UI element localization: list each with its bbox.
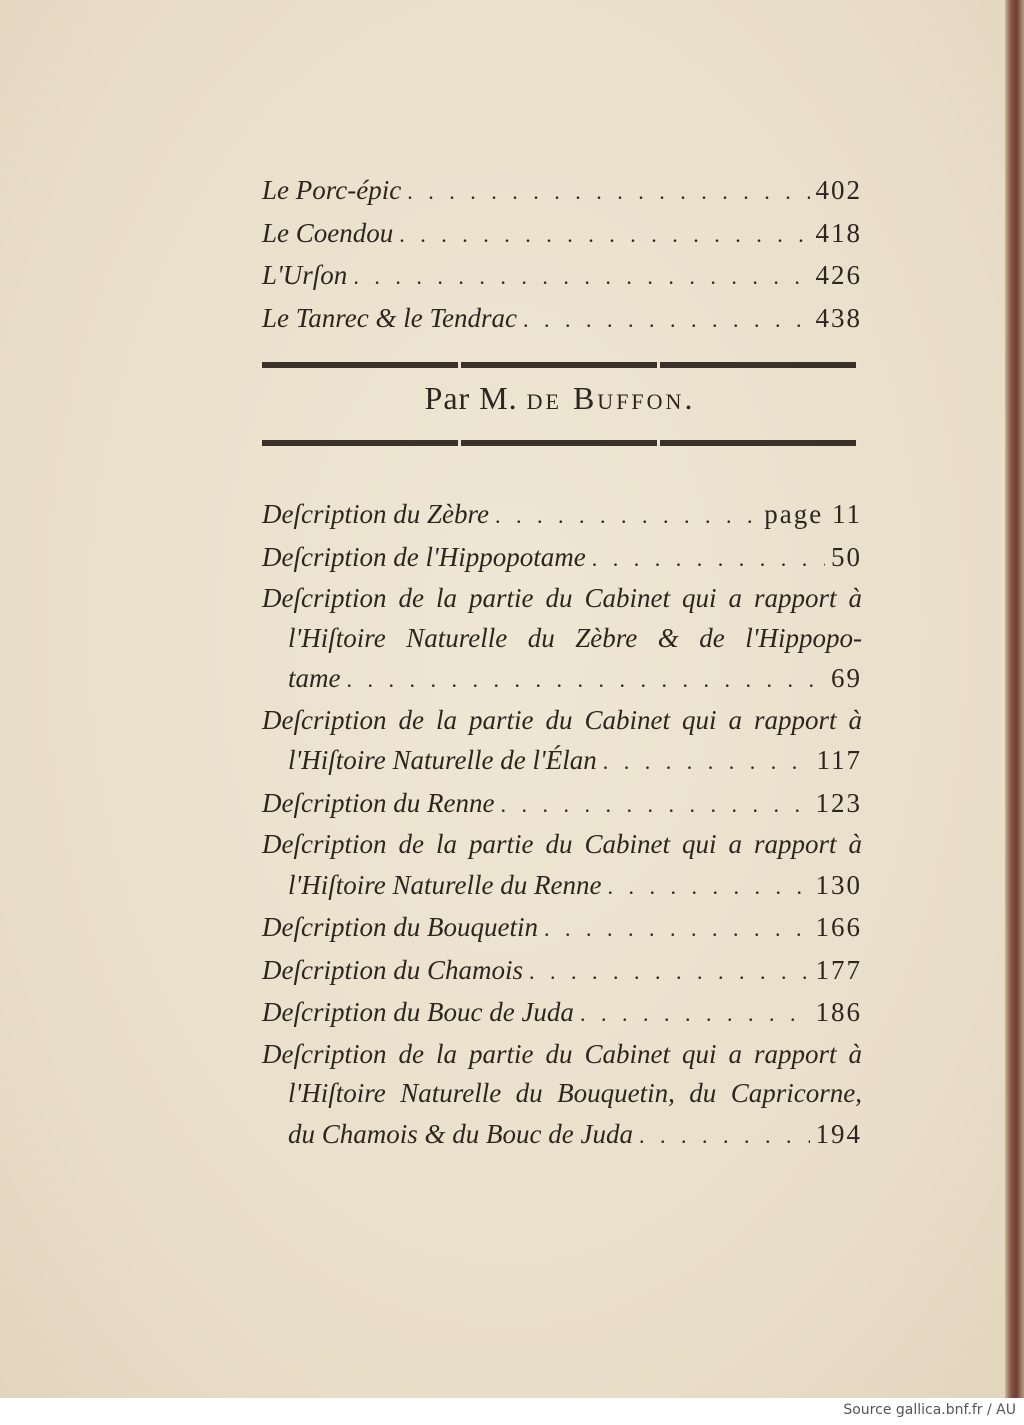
toc-entry — [262, 255, 862, 298]
leader-dots — [639, 1115, 810, 1157]
toc-entry-page: 50 — [831, 541, 862, 572]
toc-entry-title: Le Tanrec & le Tendrac — [262, 302, 518, 333]
toc-entry-page: 177 — [815, 954, 862, 985]
toc-entry-multiline — [262, 701, 862, 783]
heading-author: de Buffon. — [526, 380, 696, 416]
toc-entry-page: 130 — [815, 869, 862, 900]
toc-entry-line: Deſcription de la partie du Cabinet qui a rapport à — [262, 829, 862, 859]
toc-entry-page: 402 — [815, 175, 862, 205]
source-credit: Source gallica.bnf.fr / AU — [843, 1402, 1016, 1418]
leader-dots — [399, 214, 809, 256]
toc-entry-page: 123 — [815, 787, 862, 818]
toc-entry-page: page 11 — [764, 499, 862, 529]
leader-dots — [544, 908, 810, 950]
toc-entry-title: l'Hiſtoire Naturelle du Renne — [288, 869, 602, 900]
leader-dots — [495, 495, 758, 537]
leader-dots — [346, 659, 825, 701]
toc-entry-title: tame — [288, 663, 341, 693]
toc-top-section — [262, 170, 862, 340]
toc-entry-page: 194 — [815, 1118, 862, 1149]
toc-entry-multiline — [262, 579, 862, 701]
ornamental-rule-top — [262, 362, 858, 368]
toc-entry-page: 117 — [816, 745, 862, 775]
toc-entry — [262, 950, 862, 993]
toc-entry-line: l'Hiſtoire Naturelle du Bouquetin, du Capricorne, — [288, 1078, 862, 1108]
toc-entry — [262, 907, 862, 950]
toc-entry-title: Deſcription du Bouquetin — [262, 912, 538, 942]
toc-entry-line: l'Hiſtoire Naturelle du Zèbre & de l'Hippopo- — [288, 622, 862, 653]
toc-entry-last-line — [262, 865, 862, 908]
toc-entry-title: Deſcription du Chamois — [262, 954, 523, 985]
toc-entry-multiline — [262, 1035, 862, 1157]
toc-entry — [262, 298, 862, 341]
toc-entry-page: 426 — [815, 260, 862, 290]
toc-entry-page: 166 — [815, 912, 862, 942]
toc-entry-page: 186 — [815, 997, 862, 1027]
toc-main-section — [262, 494, 862, 1156]
book-binding-edge — [1005, 0, 1024, 1398]
toc-entry-title: Deſcription du Renne — [262, 787, 495, 818]
leader-dots — [607, 866, 809, 908]
leader-dots — [500, 784, 809, 826]
leader-dots — [603, 741, 811, 783]
ornamental-rule-bottom — [262, 440, 858, 446]
toc-entry-line: Deſcription de la partie du Cabinet qui a rapport à — [262, 704, 862, 735]
toc-entry-title: Deſcription du Zèbre — [262, 499, 489, 529]
toc-entry-page: 69 — [831, 663, 862, 693]
toc-entry — [262, 494, 862, 537]
toc-entry-last-line — [262, 658, 862, 701]
toc-entry-last-line — [262, 740, 862, 783]
leader-dots — [523, 299, 809, 341]
toc-entry-multiline — [262, 825, 862, 907]
toc-entry — [262, 537, 862, 580]
toc-entry — [262, 783, 862, 826]
toc-entry-title: Deſcription du Bouc de Juda — [262, 997, 574, 1027]
leader-dots — [353, 256, 809, 298]
toc-entry-last-line — [262, 1114, 862, 1157]
toc-entry-page: 418 — [815, 217, 862, 248]
toc-entry-title: Le Porc-épic — [262, 175, 402, 205]
toc-entry-line: Deſcription de la partie du Cabinet qui a rapport à — [262, 1038, 862, 1069]
heading-prefix: Par M. — [424, 380, 518, 416]
toc-entry-title: l'Hiſtoire Naturelle de l'Élan — [288, 745, 597, 775]
section-heading — [262, 380, 858, 417]
leader-dots — [407, 171, 809, 213]
leader-dots — [592, 538, 825, 580]
leader-dots — [529, 951, 810, 993]
leader-dots — [580, 993, 810, 1035]
toc-entry-title: Deſcription de l'Hippopotame — [262, 541, 586, 572]
toc-entry — [262, 213, 862, 256]
toc-entry-title: du Chamois & du Bouc de Juda — [288, 1118, 633, 1149]
toc-entry-line: Deſcription de la partie du Cabinet qui a rapport à — [262, 583, 862, 613]
toc-entry — [262, 170, 862, 213]
toc-entry-title: Le Coendou — [262, 217, 394, 248]
toc-entry-page: 438 — [815, 302, 862, 333]
toc-entry — [262, 992, 862, 1035]
toc-entry-title: L'Urſon — [262, 260, 348, 290]
